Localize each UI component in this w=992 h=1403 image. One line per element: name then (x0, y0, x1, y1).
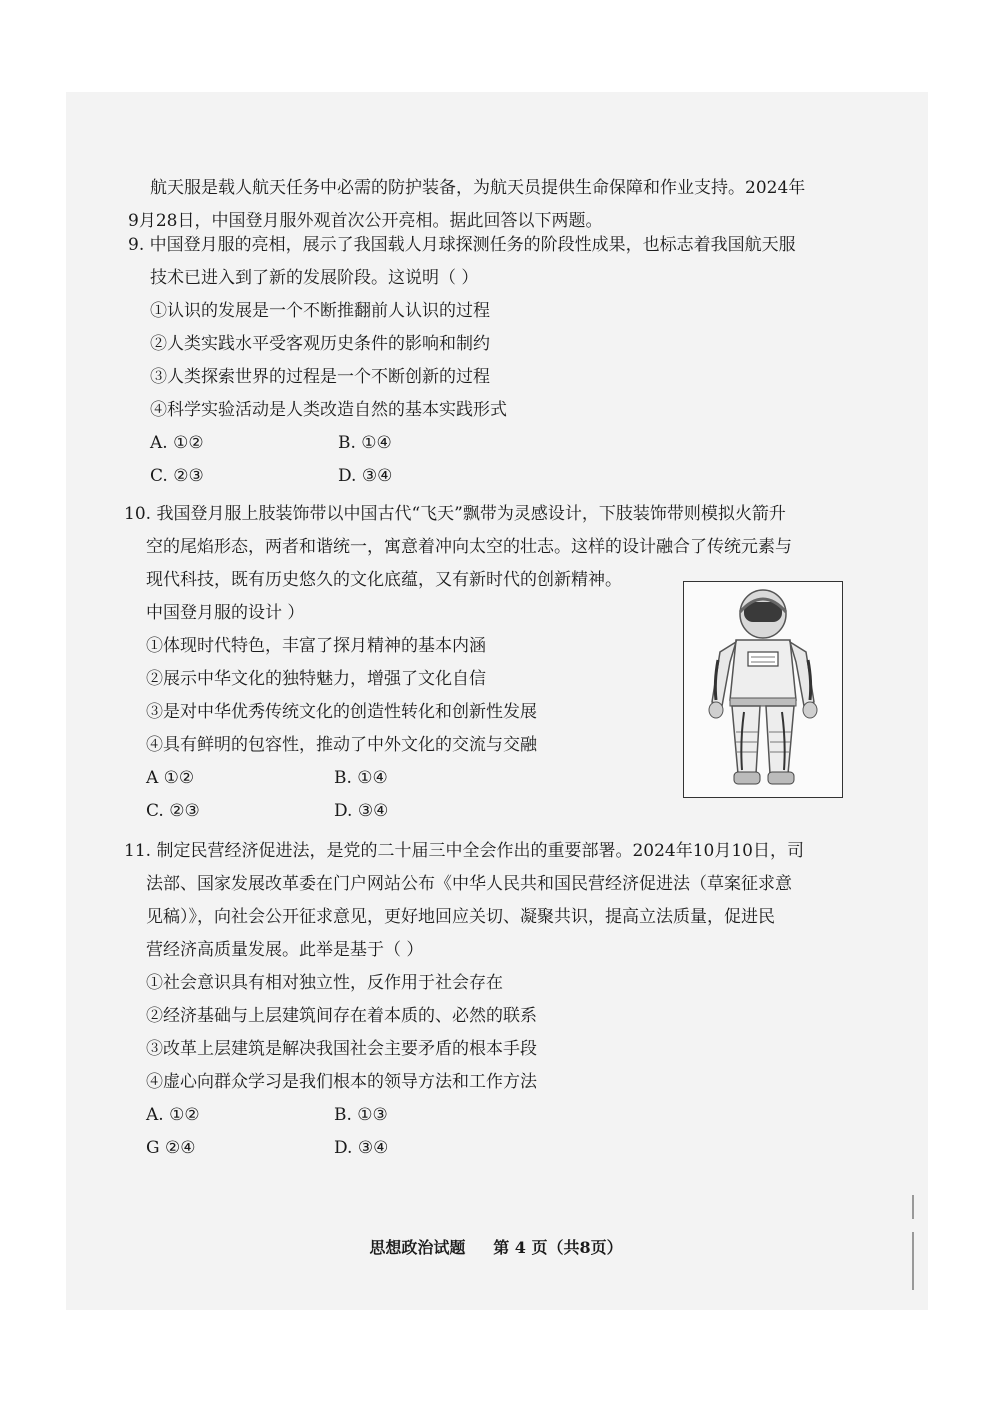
q9-option-c: C. ②③ (150, 466, 204, 486)
scan-artifact-line (912, 1232, 914, 1290)
q10-statement-1: ①体现时代特色，丰富了探月精神的基本内涵 (146, 636, 486, 656)
q9-stem-line-2: 技术已进入到了新的发展阶段。这说明（ ） (150, 268, 479, 288)
q9-option-d: D. ③④ (338, 466, 393, 486)
q11-options-row-1 (124, 1099, 869, 1132)
q9-statement-1: ①认识的发展是一个不断推翻前人认识的过程 (150, 301, 490, 321)
question-9 (128, 229, 868, 493)
spacesuit-figure (683, 581, 843, 798)
q9-option-a: A. ①② (150, 433, 204, 453)
q9-options-row-2 (128, 460, 868, 493)
q10-option-b: B. ①④ (334, 768, 388, 788)
q11-stem-line-3: 见稿）》，向社会公开征求意见，更好地回应关切、凝聚共识，提高立法质量，促进民 (146, 907, 775, 927)
q10-statement-3: ③是对中华优秀传统文化的创造性转化和创新性发展 (146, 702, 537, 722)
q10-option-c: C. ②③ (146, 801, 200, 821)
intro-line-1: 航天服是载人航天任务中必需的防护装备，为航天员提供生命保障和作业支持。2024年 (150, 178, 806, 198)
question-11 (124, 835, 869, 1165)
q11-option-d: D. ③④ (334, 1138, 389, 1158)
q9-option-b: B. ①④ (338, 433, 392, 453)
scan-artifact-line (912, 1195, 914, 1219)
q10-statement-2: ②展示中华文化的独特魅力，增强了文化自信 (146, 669, 486, 689)
q10-stem-line-3: 现代科技，既有历史悠久的文化底蕴，又有新时代的创新精神。 (146, 570, 622, 590)
q10-stem-line-1: 10. 我国登月服上肢装饰带以中国古代“飞天”飘带为灵感设计，下肢装饰带则模拟火箭升 (124, 504, 786, 524)
q11-stem-line-1: 11. 制定民营经济促进法，是党的二十届三中全会作出的重要部署。2024年10月10日，司 (124, 841, 804, 861)
q10-option-a: A ①② (146, 768, 195, 788)
q11-statement-4: ④虚心向群众学习是我们根本的领导方法和工作方法 (146, 1072, 537, 1092)
spacesuit-illustration (684, 582, 842, 797)
intro-line-2: 9月28日，中国登月服外观首次公开亮相。据此回答以下两题。 (128, 211, 603, 231)
q11-option-a: A. ①② (146, 1105, 200, 1125)
q11-statement-3: ③改革上层建筑是解决我国社会主要矛盾的根本手段 (146, 1039, 537, 1059)
q10-stem-line-4: 中国登月服的设计 ） (146, 603, 305, 623)
q9-stem-line-1: 9. 中国登月服的亮相，展示了我国载人月球探测任务的阶段性成果，也标志着我国航天服 (128, 235, 796, 255)
q10-option-d: D. ③④ (334, 801, 389, 821)
q11-option-c: G ②④ (146, 1138, 196, 1158)
q11-statement-1: ①社会意识具有相对独立性，反作用于社会存在 (146, 973, 503, 993)
q9-statement-3: ③人类探索世界的过程是一个不断创新的过程 (150, 367, 490, 387)
q10-options-row-2 (124, 795, 869, 828)
page-footer (0, 1235, 992, 1258)
q11-stem-line-2: 法部、国家发展改革委在门户网站公布《中华人民共和国民营经济促进法（草案征求意 (146, 874, 792, 894)
footer-subject: 思想政治试题 (369, 1238, 466, 1257)
q10-statement-4: ④具有鲜明的包容性，推动了中外文化的交流与交融 (146, 735, 537, 755)
q10-stem-line-2: 空的尾焰形态，两者和谐统一，寓意着冲向太空的壮志。这样的设计融合了传统元素与 (146, 537, 792, 557)
footer-page-number: 第 4 页（共8页） (493, 1238, 623, 1257)
q9-options-row-1 (128, 427, 868, 460)
q9-statement-2: ②人类实践水平受客观历史条件的影响和制约 (150, 334, 490, 354)
q11-option-b: B. ①③ (334, 1105, 388, 1125)
q11-options-row-2 (124, 1132, 869, 1165)
q11-statement-2: ②经济基础与上层建筑间存在着本质的、必然的联系 (146, 1006, 537, 1026)
q11-stem-line-4: 营经济高质量发展。此举是基于（ ） (146, 940, 424, 960)
q9-statement-4: ④科学实验活动是人类改造自然的基本实践形式 (150, 400, 507, 420)
